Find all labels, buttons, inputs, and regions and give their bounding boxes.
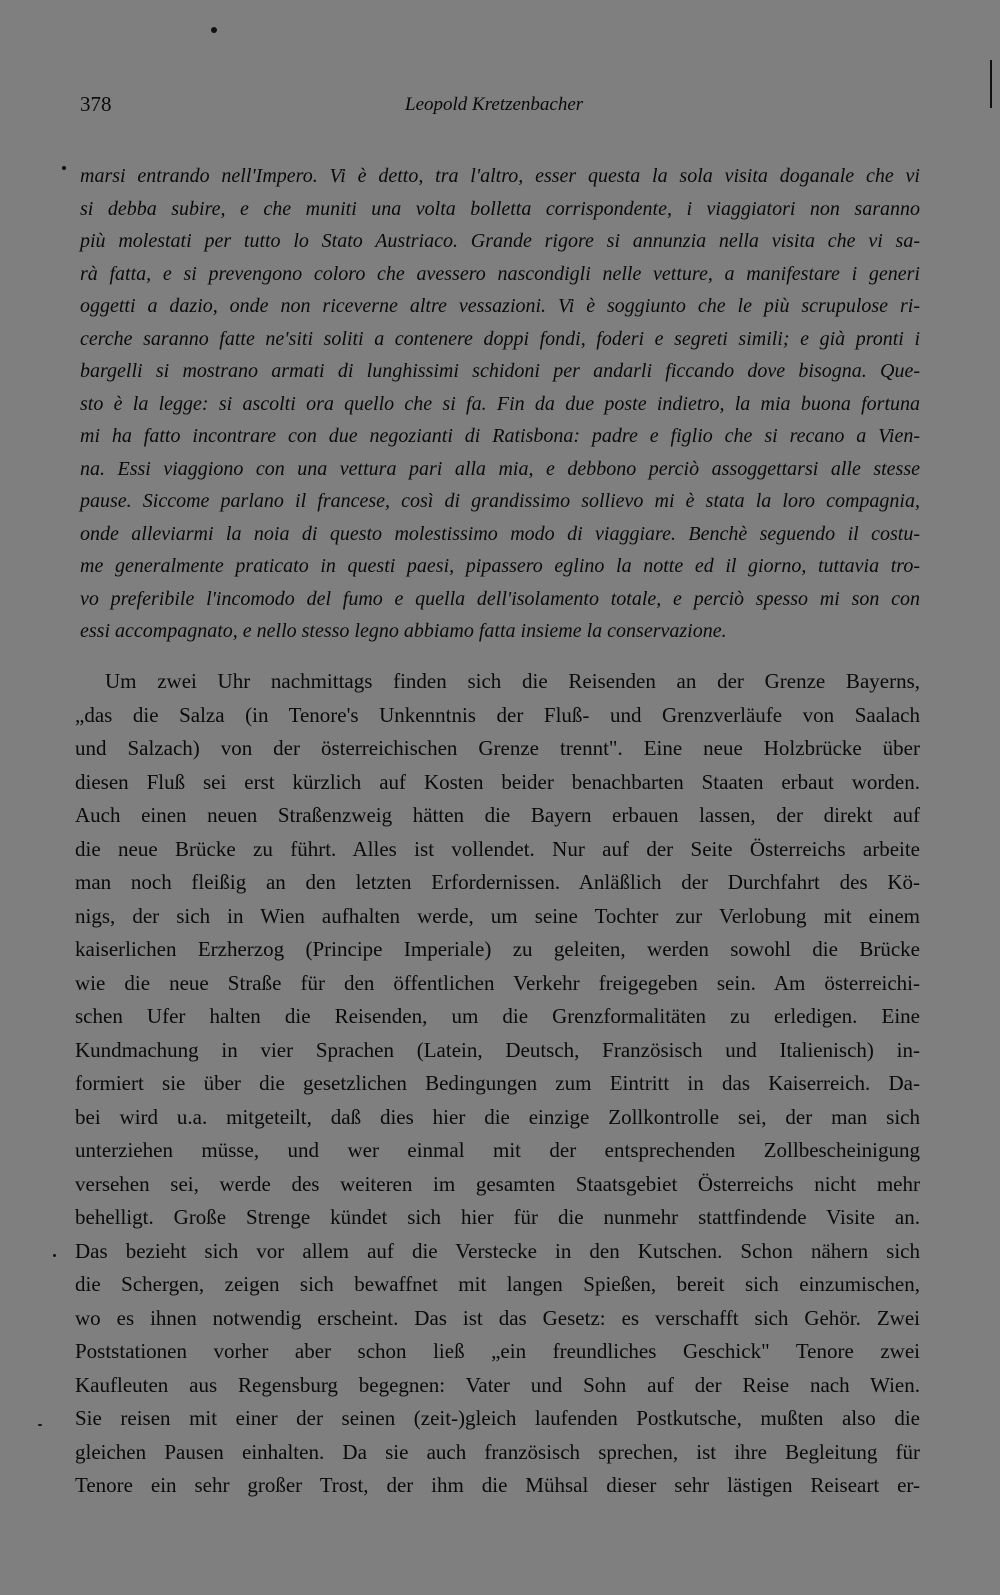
body-line: Um zwei Uhr nachmittags finden sich die Reisenden an der Grenze Bayerns, [105, 669, 920, 693]
margin-mark [62, 166, 66, 170]
edge-mark [990, 60, 992, 108]
quote-line: marsi entrando nell'Impero. Vi è detto, tra l'altro, esser questa la sola visita doganale che vi [80, 165, 920, 187]
quote-line: onde alleviarmi la noia di questo molestissimo modo di viaggiare. Benchè seguendo il costu- [80, 522, 920, 545]
quote-line: si debba subire, e che muniti una volta bolletta corrispondente, i viaggiatori non saranno [80, 197, 920, 220]
body-line: schen Ufer halten die Reisenden, um die Grenzformalitäten zu erledigen. Eine [75, 1004, 920, 1028]
page-number: 378 [80, 92, 112, 116]
body-line: Kundmachung in vier Sprachen (Latein, Deutsch, Französisch und Italienisch) in- [75, 1037, 920, 1062]
body-line: „das die Salza (in Tenore's Unkenntnis der Fluß- und Grenzverläufe von Saalach [75, 702, 920, 727]
ink-speck [211, 27, 217, 33]
quote-line: mi ha fatto incontrare con due negozianti di Ratisbona: padre e figlio che si recano a Vien- [80, 425, 920, 447]
body-line: die Schergen, zeigen sich bewaffnet mit langen Spießen, bereit sich einzumischen, [75, 1272, 920, 1296]
quote-line: sto è la legge: si ascolti ora quello che si fa. Fin da due poste indietro, la mia buona fortuna [80, 392, 920, 415]
body-line: kaiserlichen Erzherzog (Principe Imperiale) zu geleiten, werden sowohl die Brücke [75, 937, 920, 961]
quote-line: me generalmente praticato in questi paesi, pipassero eglino la notte ed il giorno, tuttavia tro- [80, 555, 920, 577]
body-line: bei wird u.a. mitgeteilt, daß dies hier die einzige Zollkontrolle sei, der man sich [75, 1104, 920, 1129]
body-line: gleichen Pausen einhalten. Da sie auch französisch sprechen, ist ihre Begleitung für [75, 1439, 920, 1464]
italian-quotation [80, 160, 920, 648]
body-line: nigs, der sich in Wien aufhalten werde, um seine Tochter zur Verlobung mit einem [75, 903, 920, 928]
body-line: wo es ihnen notwendig erscheint. Das ist das Gesetz: es verschafft sich Gehör. Zwei [75, 1305, 920, 1330]
margin-mark [38, 1424, 42, 1426]
quote-line: cerche saranno fatte ne'siti soliti a contenere doppi fondi, foderi e segreti simili; e già pronti i [80, 327, 920, 350]
body-paragraph [75, 665, 920, 1503]
body-line: diesen Fluß sei erst kürzlich auf Kosten beider benachbarten Staaten erbaut worden. [75, 769, 920, 794]
quote-line: na. Essi viaggiono con una vettura pari alla mia, e debbono perciò assoggettarsi alle stesse [80, 457, 920, 480]
quote-line: essi accompagnato, e nello stesso legno abbiamo fatta insieme la conservazione. [80, 620, 727, 642]
running-head: Leopold Kretzenbacher [405, 94, 584, 115]
quote-line: più molestati per tutto lo Stato Austriaco. Grande rigore si annunzia nella visita che vi sa- [80, 230, 920, 252]
body-line: versehen sei, werde des weiteren im gesamten Staatsgebiet Österreichs nicht mehr [75, 1171, 920, 1196]
body-line: Kaufleuten aus Regensburg begegnen: Vater und Sohn auf der Reise nach Wien. [75, 1372, 920, 1397]
quote-line: vo preferibile l'incomodo del fumo e quella dell'isolamento totale, e perciò spesso mi son con [80, 587, 920, 610]
margin-mark [53, 1254, 56, 1257]
body-line: die neue Brücke zu führt. Alles ist vollendet. Nur auf der Seite Österreichs arbeite [75, 836, 920, 861]
quote-line: pause. Siccome parlano il francese, così di grandissimo sollievo mi è stata la loro compagnia, [80, 490, 920, 512]
quote-line: oggetti a dazio, onde non riceverne altre vessazioni. Vi è soggiunto che le più scrupulose ri- [80, 295, 920, 317]
body-line: man noch fleißig an den letzten Erfordernissen. Anläßlich der Durchfahrt des Kö- [75, 870, 920, 894]
quote-line: rà fatta, e si prevengono coloro che avessero nascondigli nelle vetture, a manifestare i generi [80, 262, 920, 285]
body-line: Sie reisen mit einer der seinen (zeit-)gleich laufenden Postkutsche, mußten also die [75, 1406, 920, 1430]
page-header [80, 92, 920, 122]
body-line: unterziehen müsse, und wer einmal mit der entsprechenden Zollbescheinigung [75, 1138, 920, 1162]
body-line: Das bezieht sich vor allem auf die Verstecke in den Kutschen. Schon nähern sich [75, 1238, 920, 1263]
body-line: Auch einen neuen Straßenzweig hätten die Bayern erbauen lassen, der direkt auf [75, 803, 920, 827]
body-line: behelligt. Große Strenge kündet sich hier für die nunmehr stattfindende Visite an. [75, 1205, 920, 1229]
body-line: wie die neue Straße für den öffentlichen Verkehr freigegeben sein. Am österreichi- [75, 970, 920, 995]
quote-line: bargelli si mostrano armati di lunghissimi schidoni per andarli ficcando dove bisogna. Que- [80, 360, 920, 382]
body-line: Poststationen vorher aber schon ließ „ein freundliches Geschick" Tenore zwei [75, 1339, 920, 1363]
body-line: formiert sie über die gesetzlichen Bedingungen zum Eintritt in das Kaiserreich. Da- [75, 1071, 920, 1095]
body-line: und Salzach) von der österreichischen Grenze trennt". Eine neue Holzbrücke über [75, 736, 920, 760]
body-line: Tenore ein sehr großer Trost, der ihm die Mühsal dieser sehr lästigen Reiseart er- [75, 1473, 920, 1497]
